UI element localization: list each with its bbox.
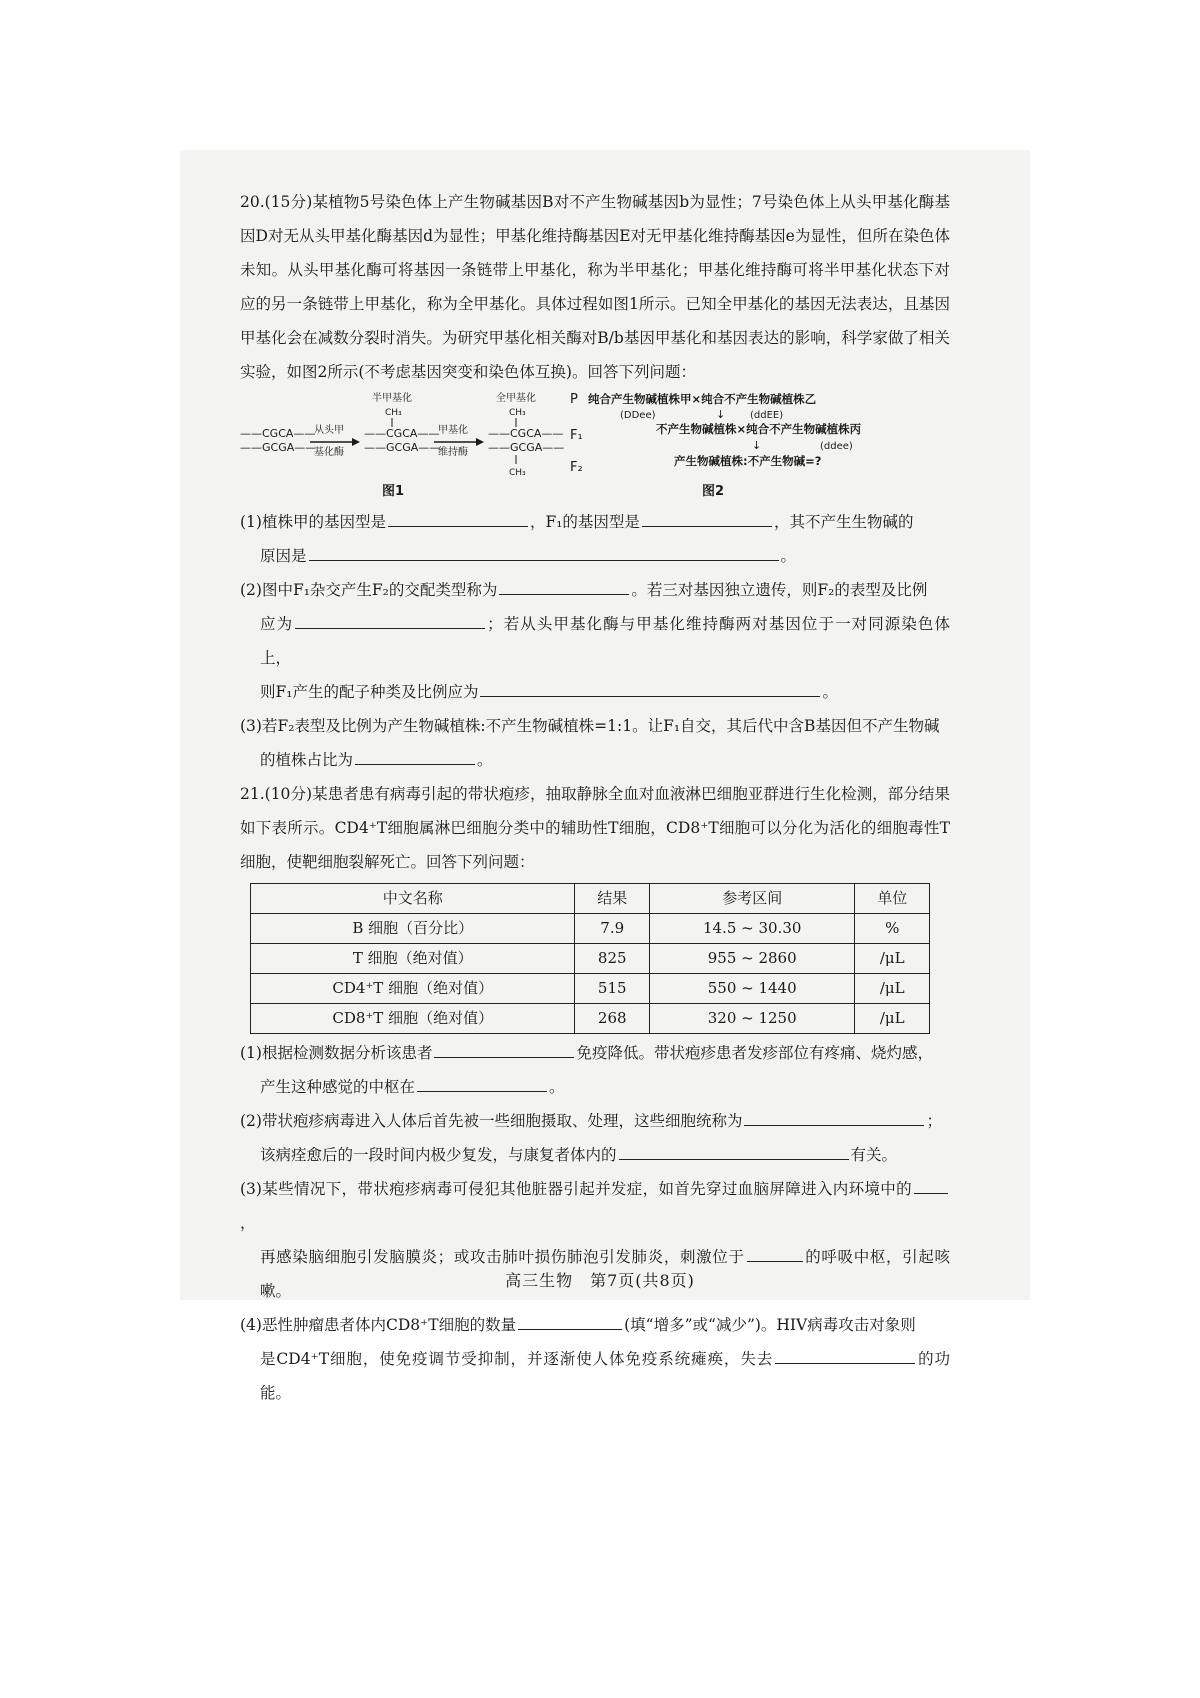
table-header: 中文名称	[251, 884, 575, 914]
q20-sub3-period: 。	[477, 751, 493, 769]
fig2-p-label: P	[570, 392, 578, 407]
table-cell: 14.5 ~ 30.30	[650, 914, 855, 944]
q21-sub3-text-c: 的呼吸中枢，引起咳嗽。	[260, 1248, 950, 1300]
q21-sub1-text-c: 产生这种感觉的中枢在	[260, 1078, 416, 1096]
answer-blank-10[interactable]	[744, 1107, 924, 1126]
q21-sub3-text: (3)某些情况下，带状疱疹病毒可侵犯其他脏器引起并发症，如首先穿过血脑屏障进入内环境中的	[240, 1180, 912, 1198]
q21-sub2	[240, 1104, 950, 1138]
q20-sub3-text-b: 的植株占比为	[260, 751, 354, 769]
fig1-strand3-bottom: ——GCGA——	[488, 441, 565, 454]
fig1-strand2-top: ——CGCA——	[364, 427, 440, 440]
table-cell: CD8⁺T 细胞（绝对值）	[251, 1004, 575, 1034]
figures-row	[240, 391, 950, 503]
fig1-strand2-bottom: ——GCGA——	[364, 441, 441, 454]
answer-blank-6[interactable]	[480, 678, 820, 697]
table-row	[251, 944, 930, 974]
fig2-arrow-1: ↓	[716, 408, 726, 421]
figure2-diagram	[570, 392, 862, 499]
q20-sub2-cont2	[240, 675, 950, 709]
q20-sub2-text: (2)图中F₁杂交产生F₂的交配类型称为	[240, 581, 498, 599]
q20-sub2-text-b: 。若三对基因独立遗传，则F₂的表型及比例	[631, 581, 928, 599]
q20-intro: 20.(15分)某植物5号染色体上产生物碱基因B对不产生物碱基因b为显性；7号染色体上从头甲基化酶基因D对无从头甲基化酶基因d为显性；甲基化维持酶基因E对无甲基化维持酶基因e为显性，但所在染色体未知。从头甲基化酶可将基因一条链带上甲基化，称为半甲基化；甲基化维持酶可将半甲基化状态下对应的另一条链带上甲基化，称为全甲基化。具体过程如图1所示。已知全甲基化的基因无法表达，且基因甲基化会在减数分裂时消失。为研究甲基化相关酶对B/b基因甲基化和基因表达的影响，科学家做了相关实验，如图2所示(不考虑基因突变和染色体互换)。回答下列问题：	[240, 193, 950, 381]
fig1-arrow1-label2: 基化酶	[314, 447, 344, 458]
fig1-arrow2-label1: 甲基化	[438, 425, 468, 436]
table-row	[251, 914, 930, 944]
q21-sub4	[240, 1308, 950, 1342]
question-content	[240, 185, 950, 1410]
fig1-half-ch3: CH₃	[385, 408, 402, 418]
table-row	[251, 1004, 930, 1034]
q20-sub2-text-d: ；若从头甲基化酶与甲基化维持酶两对基因位于一对同源染色体上，	[260, 615, 950, 667]
table-header-row	[251, 884, 930, 914]
lymphocyte-table	[250, 883, 930, 1034]
table-cell: /μL	[855, 944, 930, 974]
table-cell: T 细胞（绝对值）	[251, 944, 575, 974]
q21-sub4-cont	[240, 1342, 950, 1410]
q20-sub3-text: (3)若F₂表型及比例为产生物碱植株:不产生物碱植株=1:1。让F₁自交，其后代中含B基因但不产生物碱	[240, 717, 940, 735]
fig2-p-geno-left: (DDee)	[620, 410, 656, 421]
answer-blank-11[interactable]	[619, 1141, 849, 1160]
q21-sub3-text-b: 再感染脑细胞引发脑膜炎；或攻击肺叶损伤肺泡引发肺炎，刺激位于	[260, 1248, 745, 1266]
fig2-f2-label: F₂	[570, 460, 583, 475]
table-cell: /μL	[855, 974, 930, 1004]
q21-sub2-text: (2)带状疱疹病毒进入人体后首先被一些细胞摄取、处理，这些细胞统称为	[240, 1112, 743, 1130]
q21-sub2-semicolon: ；	[926, 1112, 942, 1130]
fig2-f1-label: F₁	[570, 428, 583, 443]
answer-blank-5[interactable]	[295, 610, 485, 629]
table-header: 参考区间	[650, 884, 855, 914]
q21-sub2-text-c: 有关。	[850, 1146, 898, 1164]
answer-blank-8[interactable]	[434, 1039, 574, 1058]
q21-sub1-text: (1)根据检测数据分析该患者	[240, 1044, 433, 1062]
fig1-strand1-bottom: ——GCGA——	[240, 441, 317, 454]
table-cell: B 细胞（百分比）	[251, 914, 575, 944]
fig1-strand1-top: ——CGCA——	[240, 427, 316, 440]
q21-sub3-comma: ，	[240, 1214, 256, 1232]
answer-blank-12[interactable]	[914, 1175, 948, 1194]
q20-sub1-text-d: 原因是	[260, 547, 307, 565]
table-header: 结果	[575, 884, 650, 914]
table-cell: 320 ~ 1250	[650, 1004, 855, 1034]
q21-sub4-text-b: (填“增多”或“减少”)。HIV病毒攻击对象则	[624, 1316, 916, 1334]
q21-sub3	[240, 1172, 950, 1240]
q21-sub2-text-b: 该病痊愈后的一段时间内极少复发，与康复者体内的	[260, 1146, 617, 1164]
q20-sub2	[240, 573, 950, 607]
fig1-full-ch3-top: CH₃	[509, 408, 526, 418]
fig1-arrowhead1	[352, 438, 360, 446]
fig2-caption: 图2	[702, 484, 725, 499]
page-footer: 高三生物 第7页(共8页)	[505, 1271, 695, 1290]
fig1-full-ch3-bottom: CH₃	[509, 468, 526, 478]
q21-sub4-text: (4)恶性肿瘤患者体内CD8⁺T细胞的数量	[240, 1316, 517, 1334]
table-cell: 7.9	[575, 914, 650, 944]
q20-sub1-text-b: ，F₁的基因型是	[529, 513, 640, 531]
table-cell: 825	[575, 944, 650, 974]
answer-blank-2[interactable]	[642, 508, 772, 527]
answer-blank-1[interactable]	[388, 508, 528, 527]
q20-sub1	[240, 505, 950, 539]
fig1-arrow2-label2: 维持酶	[438, 447, 468, 458]
table-cell: 268	[575, 1004, 650, 1034]
q21-intro: 21.(10分)某患者患有病毒引起的带状疱疹，抽取静脉全血对血液淋巴细胞亚群进行生化检测，部分结果如下表所示。CD4⁺T细胞属淋巴细胞分类中的辅助性T细胞，CD8⁺T细胞可以分化为活化的细胞毒性T细胞，使靶细胞裂解死亡。回答下列问题：	[240, 785, 950, 871]
fig2-p-cross: 纯合产生物碱植株甲×纯合不产生物碱植株乙	[588, 392, 817, 406]
table-cell: CD4⁺T 细胞（绝对值）	[251, 974, 575, 1004]
answer-blank-15[interactable]	[775, 1345, 915, 1364]
table-cell: 550 ~ 1440	[650, 974, 855, 1004]
answer-blank-14[interactable]	[518, 1311, 622, 1330]
q20-sub1-cont	[240, 539, 950, 573]
fig2-f1-geno: (ddee)	[820, 441, 853, 452]
answer-blank-9[interactable]	[417, 1073, 547, 1092]
fig1-strand3-top: ——CGCA——	[488, 427, 564, 440]
q20-sub3	[240, 709, 950, 743]
fig1-full-label: 全甲基化	[496, 393, 536, 404]
q20-sub2-text-c: 应为	[260, 615, 294, 633]
answer-blank-4[interactable]	[499, 576, 629, 595]
table-cell: /μL	[855, 1004, 930, 1034]
table-cell: 515	[575, 974, 650, 1004]
table-cell: %	[855, 914, 930, 944]
q20-sub2-cont	[240, 607, 950, 675]
q20-sub2-period: 。	[822, 683, 838, 701]
q20-sub1-text: (1)植株甲的基因型是	[240, 513, 386, 531]
q21-sub4-text-c: 是CD4⁺T细胞，使免疫调节受抑制，并逐渐使人体免疫系统瘫痪，失去	[260, 1350, 774, 1368]
table-cell: 955 ~ 2860	[650, 944, 855, 974]
answer-blank-13[interactable]	[747, 1243, 803, 1262]
q20-sub1-text-c: ，其不产生生物碱的	[773, 513, 914, 531]
q21-sub1	[240, 1036, 950, 1070]
answer-blank-7[interactable]	[355, 746, 475, 765]
q21-sub2-cont	[240, 1138, 950, 1172]
fig1-arrowhead2	[476, 438, 484, 446]
fig2-f2-result: 产生物碱植株:不产生物碱=?	[674, 454, 822, 468]
q20-sub2-text-e: 则F₁产生的配子种类及比例应为	[260, 683, 479, 701]
answer-blank-3[interactable]	[309, 542, 779, 561]
fig2-f1-cross: 不产生物碱植株×纯合不产生物碱植株丙	[656, 422, 862, 436]
figure1-diagram	[240, 391, 950, 503]
q20-sub3-cont	[240, 743, 950, 777]
fig2-p-geno-right: (ddEE)	[750, 410, 784, 421]
fig1-half-label: 半甲基化	[372, 393, 412, 404]
q21-sub4-text-d: 的功能。	[260, 1350, 950, 1402]
fig2-arrow-2: ↓	[752, 439, 762, 452]
q21-sub1-text-b: 免疫降低。带状疱疹患者发疹部位有疼痛、烧灼感，	[576, 1044, 933, 1062]
table-header: 单位	[855, 884, 930, 914]
fig1-caption: 图1	[382, 484, 405, 499]
fig1-arrow1-label1: 从头甲	[314, 425, 344, 436]
q21-sub1-period: 。	[549, 1078, 565, 1096]
q21-sub1-cont	[240, 1070, 950, 1104]
q20-sub1-period: 。	[780, 547, 797, 565]
table-row	[251, 974, 930, 1004]
